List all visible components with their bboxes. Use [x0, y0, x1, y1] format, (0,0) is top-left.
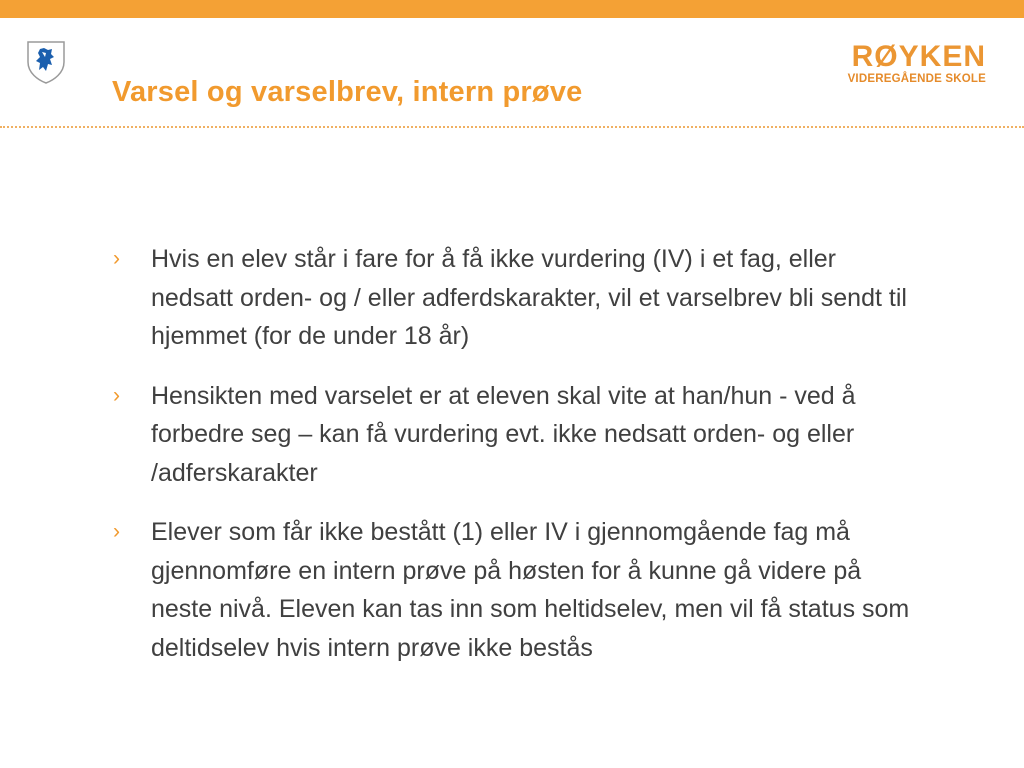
logo-name: RØYKEN	[851, 40, 986, 73]
school-logo	[848, 42, 986, 86]
bullet-item	[112, 377, 912, 493]
top-accent-bar	[0, 0, 1024, 18]
bullet-text: Hvis en elev står i fare for å få ikke vurdering (IV) i et fag, eller nedsatt orden- og / eller adferdskarakter, vil et varselbrev bli sendt til hjemmet (for de under 18 år)	[151, 245, 907, 350]
bullet-text: Elever som får ikke bestått (1) eller IV i gjennomgående fag må gjennomføre en intern prøve på høsten for å kunne gå videre på neste nivå. Eleven kan tas inn som heltidselev, men vil få status som deltidselev hvis intern prøve ikke bestås	[151, 518, 910, 662]
bullet-item	[112, 240, 912, 356]
title-divider	[0, 126, 1024, 128]
logo-subtitle: VIDEREGÅENDE SKOLE	[847, 73, 986, 85]
bullet-item	[112, 513, 912, 667]
chevron-right-icon: ›	[113, 520, 120, 543]
bullet-text: Hensikten med varselet er at eleven skal vite at han/hun - ved å forbedre seg – kan få vurdering evt. ikke nedsatt orden- og eller /adferskarakter	[151, 381, 856, 487]
chevron-right-icon: ›	[113, 383, 120, 407]
slide-title: Varsel og varselbrev, intern prøve	[112, 76, 583, 108]
chevron-right-icon: ›	[113, 247, 120, 270]
coat-of-arms-icon	[26, 40, 66, 84]
bullet-list	[112, 240, 912, 688]
